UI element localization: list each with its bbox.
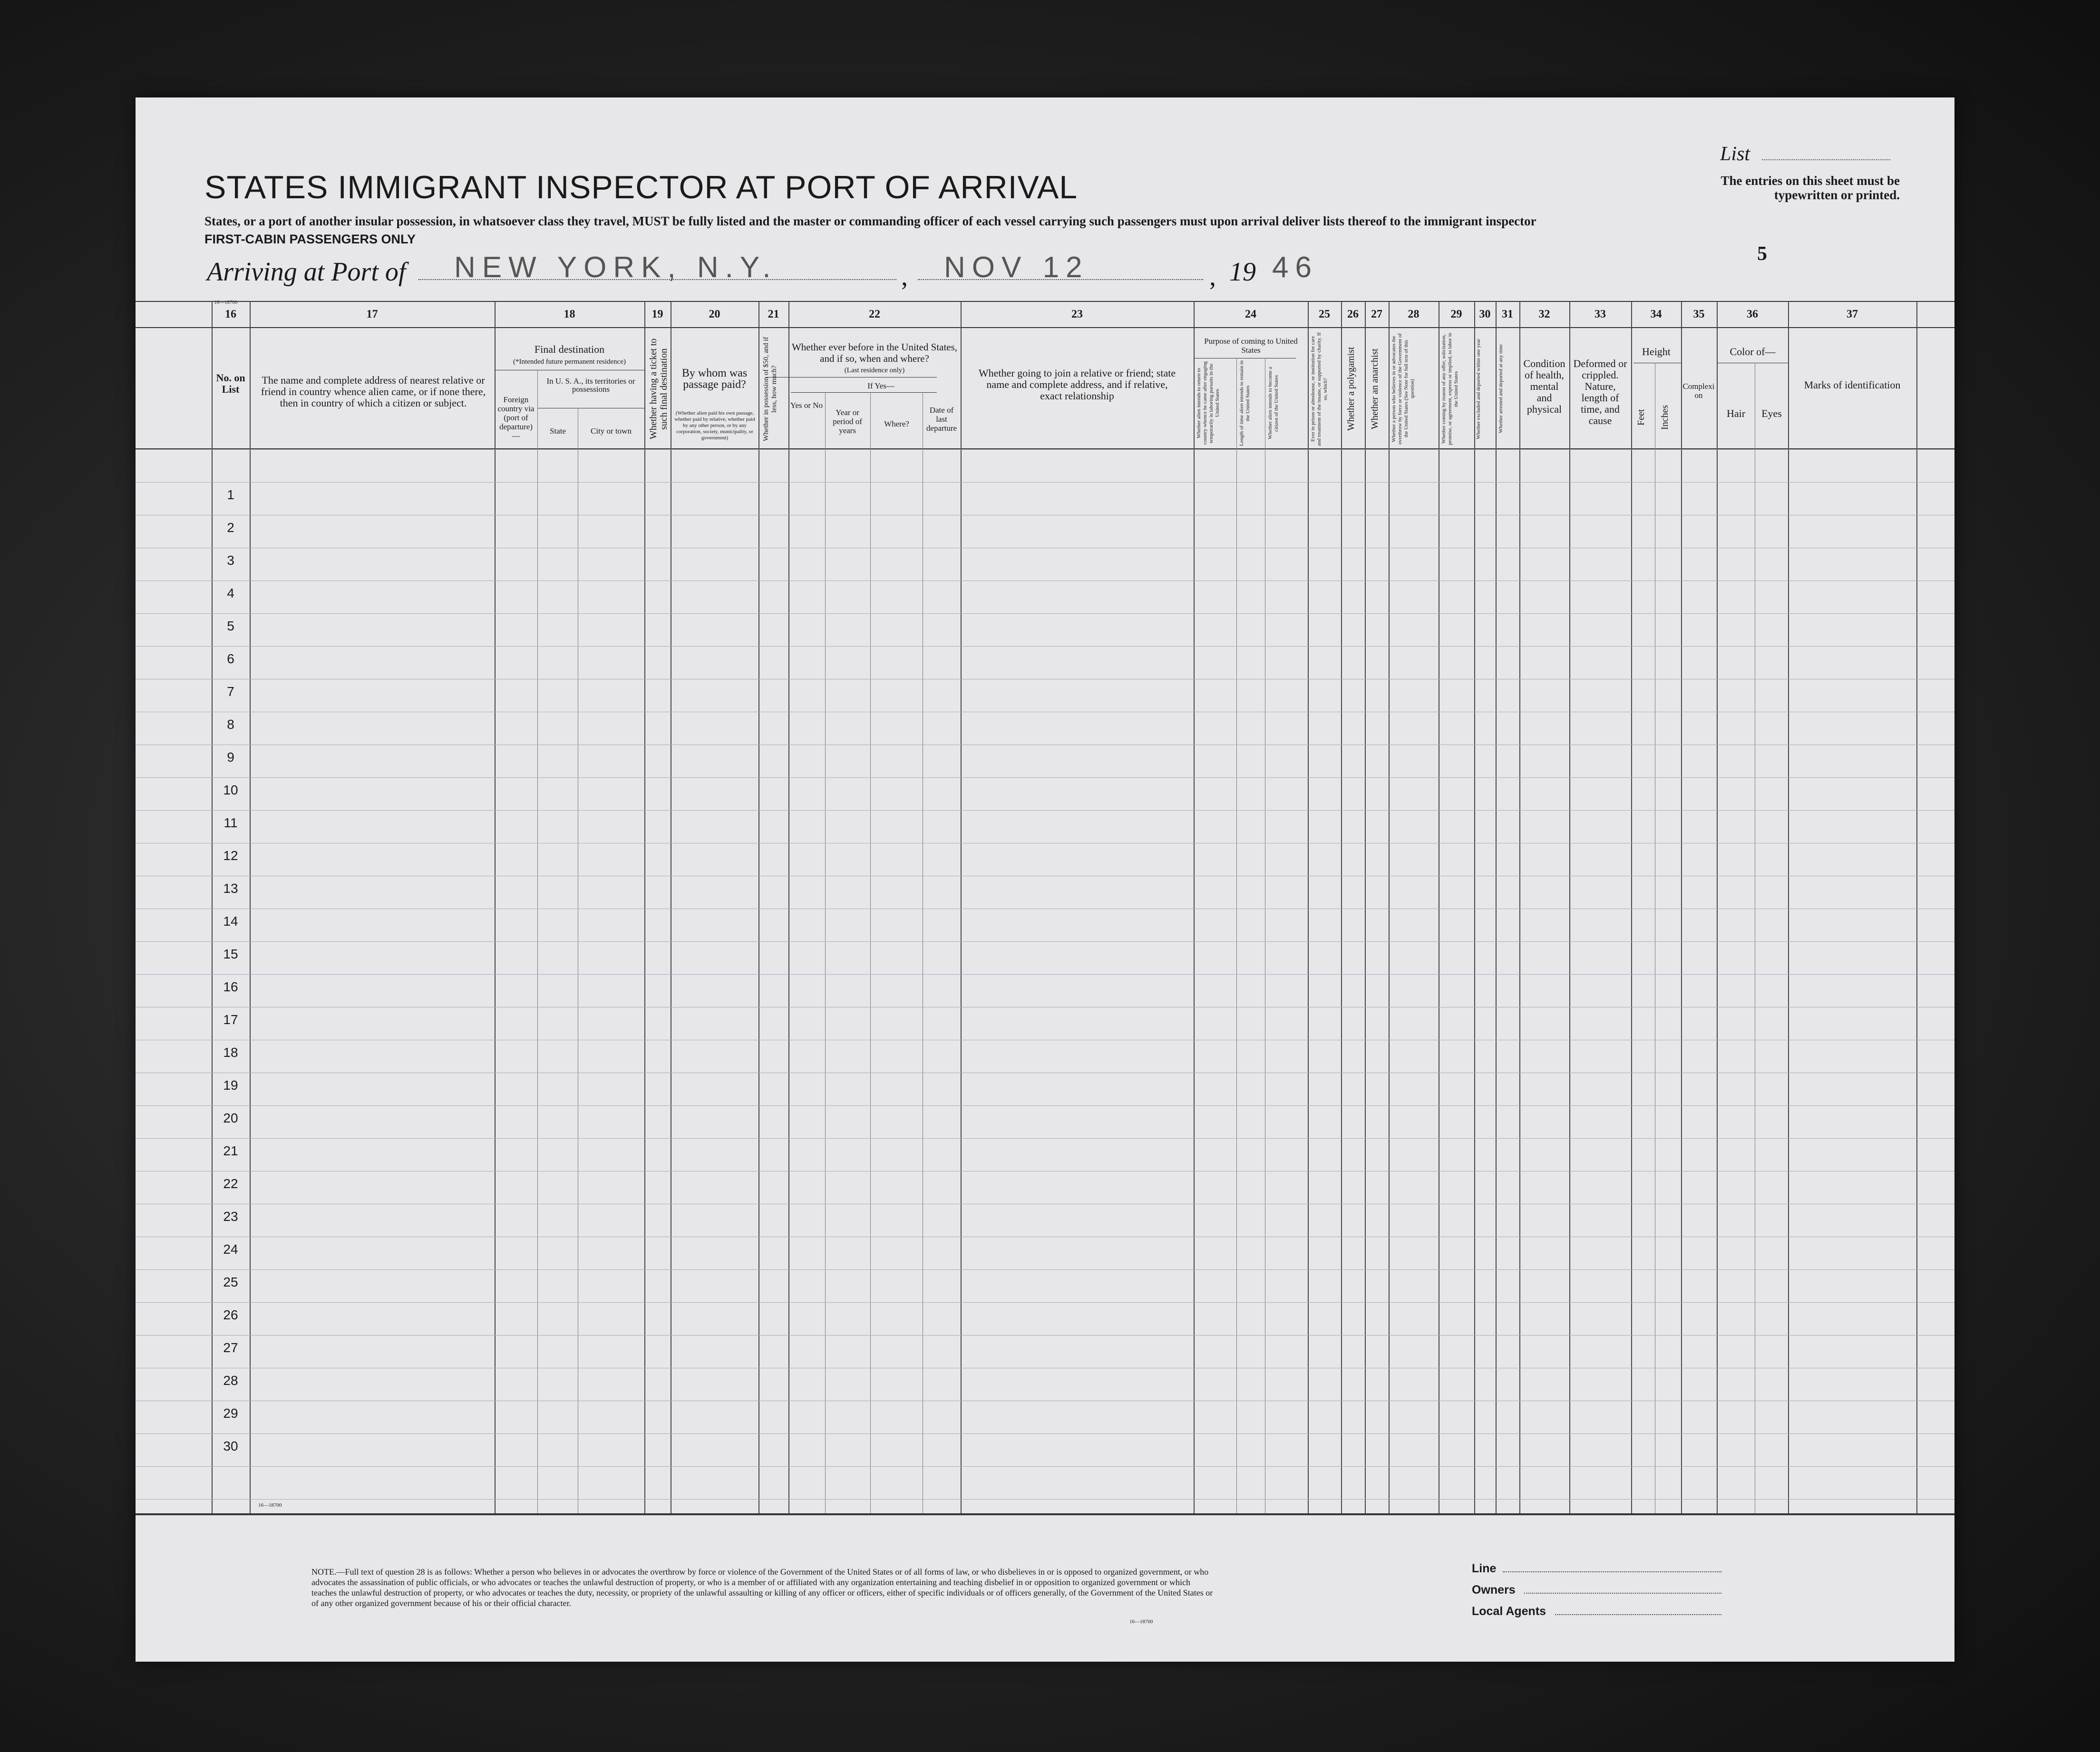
column-number: 29 xyxy=(1450,308,1462,320)
col-divider xyxy=(1717,301,1718,1513)
col-divider xyxy=(1496,301,1497,1513)
col-divider xyxy=(1916,301,1917,1513)
header-purpose-length: Length of time alien intends to remain in the United States xyxy=(1239,360,1251,446)
header-state: State xyxy=(550,426,566,436)
header-foreign-country: Foreign country via (port of departure)— xyxy=(497,395,535,440)
col-divider xyxy=(1474,301,1475,1513)
row-rule xyxy=(136,1138,1954,1139)
row-number: 10 xyxy=(223,783,238,797)
first-cabin-label: FIRST-CABIN PASSENGERS ONLY xyxy=(204,232,416,246)
local-agents-label: Local Agents xyxy=(1472,1605,1546,1618)
header-city: City or town xyxy=(591,426,632,436)
column-number: 25 xyxy=(1319,308,1330,320)
row-number: 30 xyxy=(223,1439,238,1453)
subcol-divider xyxy=(870,392,871,1513)
row-rule xyxy=(136,1433,1954,1434)
row-number: 3 xyxy=(227,553,234,568)
col-divider xyxy=(212,301,213,1513)
header-marks: Marks of identification xyxy=(1804,379,1901,391)
header-date-departure: Date of last departure xyxy=(926,406,957,433)
column-number: 22 xyxy=(869,308,880,320)
row-number: 19 xyxy=(223,1078,238,1093)
header-height: Height xyxy=(1642,346,1671,358)
col-divider xyxy=(1788,301,1789,1513)
list-number-field[interactable] xyxy=(1762,159,1890,160)
header-passage-paid: By whom was passage paid? xyxy=(681,367,748,391)
header-prison: Ever in prison or almshouse, or institution for care and treatment of the insane, or supported by charity. If so, which? xyxy=(1310,332,1328,446)
row-number: 23 xyxy=(223,1209,238,1224)
col-divider xyxy=(1681,301,1682,1513)
col-divider xyxy=(1569,301,1570,1513)
header-purpose: Purpose of coming to United States xyxy=(1204,337,1298,355)
row-number: 4 xyxy=(227,586,234,600)
column-number: 30 xyxy=(1479,308,1491,320)
footnote: NOTE.—Full text of question 28 is as follows: Whether a person who believes in or advocates the overthrow by force or violence of the Government of the United States or of all forms of law, or who disbelieves in or is opposed to organized government, or who advocates the assassination of public officials, or who advocates or teaches the unlawful destruction of property, or who is a member of or affiliated with any organization entertaining and teaching disbelief in or opposition to organized government or which teaches the unlawful destruction of property, or who advocates or teaches the duty, necessity, or propriety of the unlawful assaulting or killing of any officer or officers, either of specific individuals or of officers generally, of the Government of the United States or of any other organized government because of his or their official character. xyxy=(311,1567,1213,1608)
column-number: 33 xyxy=(1594,308,1606,320)
col-divider xyxy=(1194,301,1195,1513)
header-excluded: Whether excluded and deported within one year xyxy=(1476,339,1481,439)
subheader-line xyxy=(766,377,937,378)
header-relative-address: The name and complete address of nearest relative or friend in country whence alien came, or if none there, then in country of which a citizen or subject. xyxy=(261,374,486,409)
header-anarchist: Whether an anarchist xyxy=(1370,348,1380,429)
typewritten-note: The entries on this sheet must be typewritten or printed. xyxy=(1721,174,1900,202)
column-number: 21 xyxy=(768,308,779,320)
row-rule xyxy=(136,777,1954,778)
row-rule xyxy=(136,646,1954,647)
column-number: 32 xyxy=(1538,308,1550,320)
col-divider xyxy=(1308,301,1309,1513)
col-divider xyxy=(495,301,496,1513)
header-no-on-list: No. on List xyxy=(216,372,245,395)
row-number: 29 xyxy=(223,1406,238,1421)
line-field[interactable] xyxy=(1503,1571,1721,1572)
column-number: 16 xyxy=(225,308,236,320)
subcol-divider xyxy=(1236,358,1237,1513)
header-final-destination-note: (*Intended future permanent residence) xyxy=(513,358,626,366)
form-code: 16—18700 xyxy=(1129,1619,1153,1625)
owners-label: Owners xyxy=(1472,1583,1516,1597)
header-color: Color of— xyxy=(1730,346,1776,358)
col-divider xyxy=(1519,301,1520,1513)
year-value: 46 xyxy=(1272,251,1318,284)
col-divider xyxy=(788,301,789,1513)
col-divider xyxy=(250,301,251,1513)
row-number: 7 xyxy=(227,684,234,699)
subheader-line xyxy=(791,392,937,393)
row-rule xyxy=(136,449,1954,450)
header-yes-no: Yes or No xyxy=(790,401,823,410)
col-divider xyxy=(1341,301,1342,1513)
header-join-relative: Whether going to join a relative or friend; state name and complete address, and if relative, exact relationship xyxy=(978,367,1176,402)
col-divider xyxy=(1389,301,1390,1513)
col-divider xyxy=(1365,301,1366,1513)
header-last-residence: (Last residence only) xyxy=(844,367,905,374)
row-number: 16 xyxy=(223,979,238,994)
row-number: 11 xyxy=(224,815,238,830)
col-divider xyxy=(644,301,645,1513)
header-in-usa: In U. S. A., its territories or possessions xyxy=(546,377,635,394)
row-rule xyxy=(136,1335,1954,1336)
row-rule xyxy=(136,810,1954,811)
header-feet: Feet xyxy=(1636,409,1646,426)
header-where: Where? xyxy=(884,419,909,428)
row-number: 2 xyxy=(227,520,234,535)
row-rule xyxy=(136,1105,1954,1106)
column-number: 17 xyxy=(366,308,378,320)
column-number: 34 xyxy=(1650,308,1662,320)
row-number: 28 xyxy=(223,1373,238,1388)
row-number: 24 xyxy=(223,1242,238,1257)
manifest-grid xyxy=(136,301,1954,1513)
owners-field[interactable] xyxy=(1524,1593,1721,1594)
col-divider xyxy=(961,301,962,1513)
row-number: 1 xyxy=(227,487,234,502)
column-number: 26 xyxy=(1347,308,1359,320)
header-eyes: Eyes xyxy=(1761,407,1782,419)
col-divider xyxy=(1631,301,1632,1513)
header-ticket: Whether having a ticket to such final destination xyxy=(648,338,669,440)
row-rule xyxy=(136,974,1954,975)
column-number: 24 xyxy=(1245,308,1256,320)
comma-separator: , xyxy=(1209,262,1216,291)
header-final-destination: Final destination xyxy=(534,343,605,355)
date-value: NOV 12 xyxy=(944,251,1089,284)
header-overthrow: Whether a person who believes in or advocates the overthrow by force or violence of the Government of the United States (See Note for full text of this question) xyxy=(1391,333,1415,445)
column-number: 19 xyxy=(651,308,663,320)
header-ever-before: Whether ever before in the United States, and if so, when and where? xyxy=(791,341,958,364)
form-code: 16—18700 xyxy=(258,1502,282,1508)
row-rule xyxy=(136,613,1954,614)
row-number: 6 xyxy=(227,651,234,666)
row-rule xyxy=(136,1302,1954,1303)
manifest-sheet xyxy=(136,97,1954,1662)
row-rule xyxy=(136,482,1954,483)
row-number: 13 xyxy=(223,881,238,896)
header-deformed: Deformed or crippled. Nature, length of time, and cause xyxy=(1573,358,1627,426)
row-rule xyxy=(136,1466,1954,1467)
form-subtitle: States, or a port of another insular possession, in whatsoever class they travel, MUST be fully listed and the master or commanding officer of each vessel carrying such passengers must upon arrival deliver lists thereof to the immigrant inspector xyxy=(204,214,1536,228)
column-number: 37 xyxy=(1847,308,1858,320)
header-purpose-citizen: Whether alien intends to become a citizen of the United States xyxy=(1267,367,1279,440)
row-number: 15 xyxy=(223,947,238,961)
grid-bottom-line xyxy=(136,1513,1954,1515)
column-number: 31 xyxy=(1502,308,1513,320)
row-number: 18 xyxy=(223,1045,238,1060)
column-number: 36 xyxy=(1747,308,1758,320)
header-period-years: Year or period of years xyxy=(833,408,862,435)
row-number: 26 xyxy=(223,1307,238,1322)
row-rule xyxy=(136,941,1954,942)
row-number: 21 xyxy=(223,1143,238,1158)
header-polygamist: Whether a polygamist xyxy=(1346,347,1356,431)
header-if-yes: If Yes— xyxy=(867,381,894,390)
header-purpose-return: Whether alien intends to return to country whence he came after engaging temporarily in laboring pursuits in the United States xyxy=(1196,361,1220,445)
row-number: 27 xyxy=(223,1340,238,1355)
row-number: 17 xyxy=(223,1012,238,1027)
column-number: 20 xyxy=(709,308,720,320)
arriving-label: Arriving at Port of xyxy=(207,257,406,287)
header-health: Condition of health, mental and physical xyxy=(1523,358,1565,415)
form-title: STATES IMMIGRANT INSPECTOR AT PORT OF ARRIVAL xyxy=(204,169,1078,205)
line-label: Line xyxy=(1472,1562,1497,1575)
col-divider xyxy=(758,301,759,1513)
row-number: 20 xyxy=(223,1111,238,1125)
header-fifty-dollars: Whether in possession of $50, and if less, how much? xyxy=(762,337,778,441)
port-value: NEW YORK, N.Y. xyxy=(454,251,778,284)
row-number: 5 xyxy=(227,619,234,633)
row-number: 9 xyxy=(227,750,234,765)
form-code: 16—18700 xyxy=(214,300,238,305)
comma-separator: , xyxy=(901,262,908,291)
year-prefix: 19 xyxy=(1229,257,1256,287)
row-number: 22 xyxy=(223,1176,238,1191)
row-number: 25 xyxy=(223,1275,238,1289)
row-number: 14 xyxy=(223,914,238,929)
header-complexion: Complexion xyxy=(1682,382,1715,400)
header-inches: Inches xyxy=(1660,405,1670,430)
subcol-divider xyxy=(825,392,826,1513)
sheet-number: 5 xyxy=(1757,243,1767,265)
column-number: 23 xyxy=(1071,308,1083,320)
local-agents-field[interactable] xyxy=(1555,1614,1721,1615)
row-number: 12 xyxy=(223,848,238,863)
header-hair: Hair xyxy=(1726,407,1746,419)
header-labor-offer: Whether coming by reason of any offer, solicitation, promise, or agreement, express or implied, to labor in the United States xyxy=(1441,332,1459,445)
list-label: List xyxy=(1720,143,1750,165)
header-passage-note: (Whether alien paid his own passage, whether paid by relative, whether paid by any other person, or by any corporation, society, municipality, or government) xyxy=(674,410,755,441)
column-number: 28 xyxy=(1408,308,1419,320)
header-arrested: Whether arrested and deported at any time xyxy=(1498,344,1504,434)
column-number: 18 xyxy=(564,308,575,320)
row-rule xyxy=(136,1499,1954,1500)
column-number: 27 xyxy=(1371,308,1382,320)
row-number: 8 xyxy=(227,717,234,732)
row-rule xyxy=(136,1269,1954,1270)
column-number: 35 xyxy=(1693,308,1705,320)
